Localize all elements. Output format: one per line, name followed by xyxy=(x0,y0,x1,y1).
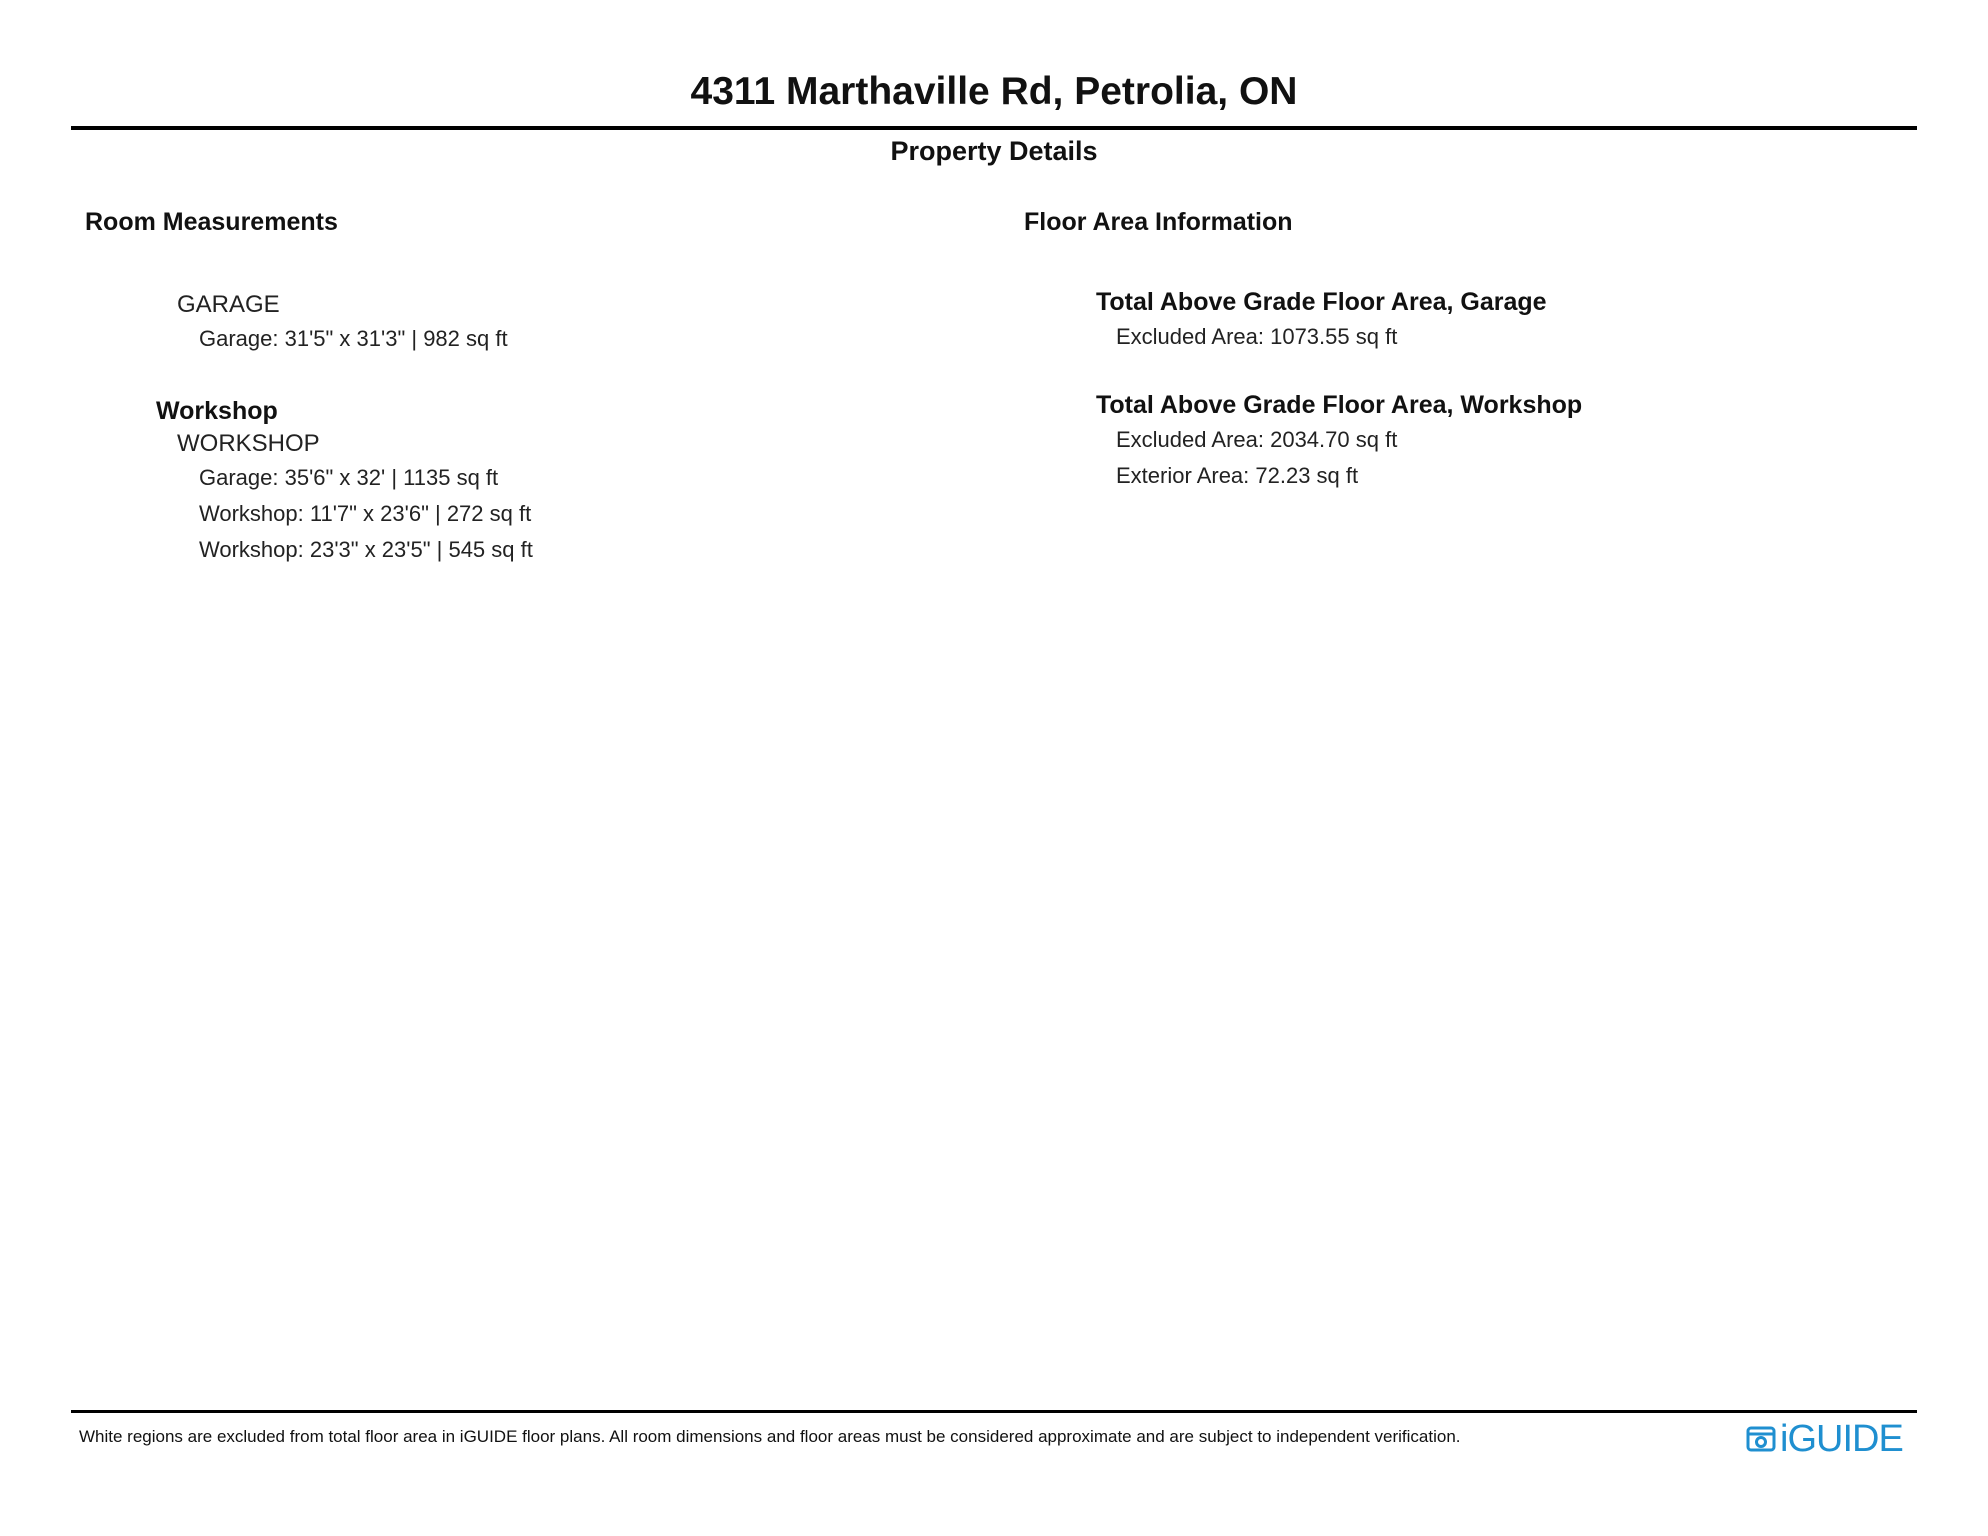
floor-label: WORKSHOP xyxy=(177,430,320,457)
floor-area-value: Excluded Area: 2034.70 sq ft xyxy=(1116,427,1398,452)
room-measurement: Garage: 31'5" x 31'3" | 982 sq ft xyxy=(199,326,508,351)
room-group-garage xyxy=(85,288,985,357)
header-divider xyxy=(71,126,1917,130)
iguide-logo xyxy=(1746,1416,1903,1462)
footer-disclaimer: White regions are excluded from total floor area in iGUIDE floor plans. All room dimensions and floor areas must be considered approximate and are subject to independent verification. xyxy=(79,1427,1461,1446)
room-measurements-heading: Room Measurements xyxy=(85,208,338,236)
room-measurement: Workshop: 11'7" x 23'6" | 272 sq ft xyxy=(199,501,532,526)
floor-area-title: Total Above Grade Floor Area, Workshop xyxy=(1096,391,1583,419)
floor-area-title: Total Above Grade Floor Area, Garage xyxy=(1096,288,1547,316)
page-subtitle: Property Details xyxy=(890,136,1098,166)
iguide-logo-text: iGUIDE xyxy=(1780,1418,1903,1460)
room-measurement: Garage: 35'6" x 32' | 1135 sq ft xyxy=(199,465,499,490)
floor-label: GARAGE xyxy=(177,291,280,318)
room-group-workshop xyxy=(85,395,985,568)
room-measurement: Workshop: 23'3" x 23'5" | 545 sq ft xyxy=(199,537,533,562)
floor-area-heading: Floor Area Information xyxy=(1024,208,1293,236)
floor-area-value: Excluded Area: 1073.55 sq ft xyxy=(1116,324,1398,349)
floor-area-block-workshop xyxy=(1024,389,1924,494)
iguide-camera-icon xyxy=(1746,1424,1776,1454)
floor-area-section xyxy=(1024,206,1924,494)
floor-area-value: Exterior Area: 72.23 sq ft xyxy=(1116,463,1359,488)
room-measurements-section xyxy=(85,206,985,568)
floor-area-block-garage xyxy=(1024,286,1924,355)
page-title: 4311 Marthaville Rd, Petrolia, ON xyxy=(690,70,1298,113)
footer-divider xyxy=(71,1410,1917,1413)
building-label: Workshop xyxy=(156,397,278,425)
